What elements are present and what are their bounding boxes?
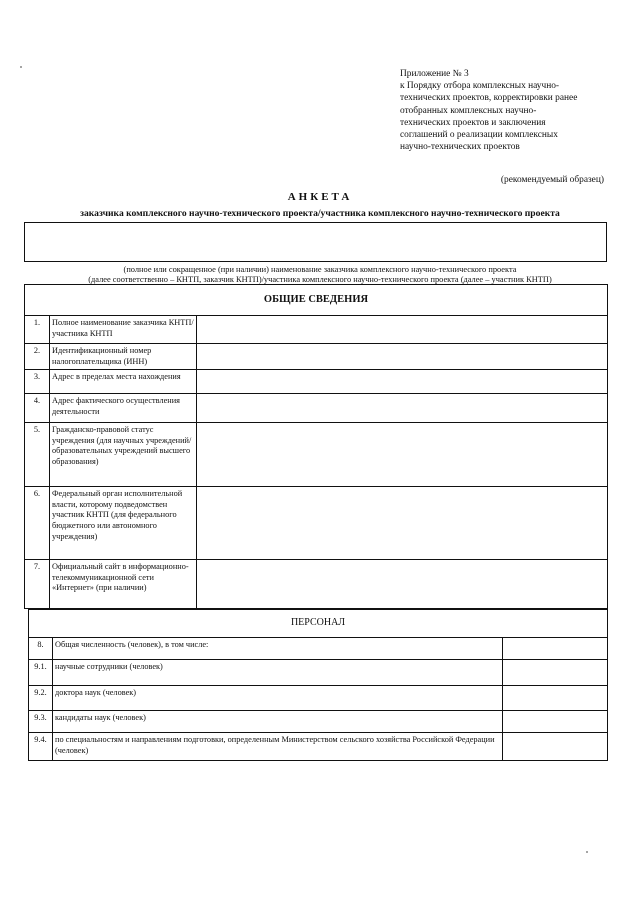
row-label: Гражданско-правовой статус учреждения (для научных учреждений/ образовательных учреждений высшего образования) <box>50 423 197 487</box>
document-subtitle: заказчика комплексного научно-технического проекта/участника комплексного научно-технического проекта <box>80 208 560 219</box>
row-value-field[interactable] <box>197 344 608 370</box>
row-label: Федеральный орган исполнительной власти, которому подведомствен участник КНТП (для федерального бюджетного или автономного учреждения) <box>50 487 197 560</box>
row-label: Официальный сайт в информационно-телекоммуникационной сети «Интернет» (при наличии) <box>50 560 197 609</box>
table-row <box>25 370 608 394</box>
row-number: 1. <box>25 316 50 344</box>
general-info-table <box>24 284 608 609</box>
row-label: Адрес в пределах места нахождения <box>50 370 197 394</box>
row-value-field[interactable] <box>503 638 608 660</box>
appendix-line: научно-технических проектов <box>400 142 520 153</box>
row-number: 4. <box>25 394 50 423</box>
name-caption-line1: (полное или сокращенное (при наличии) наименование заказчика комплексного научно-технического проекта <box>123 265 517 274</box>
row-number: 6. <box>25 487 50 560</box>
scan-speck <box>586 851 588 853</box>
row-number: 7. <box>25 560 50 609</box>
row-value-field[interactable] <box>197 316 608 344</box>
personnel-header: ПЕРСОНАЛ <box>29 610 608 638</box>
row-number: 9.4. <box>29 733 53 761</box>
row-value-field[interactable] <box>197 370 608 394</box>
row-label: кандидаты наук (человек) <box>53 711 503 733</box>
table-row <box>29 711 608 733</box>
personnel-table <box>28 609 608 761</box>
table-row <box>25 394 608 423</box>
table-row <box>25 344 608 370</box>
table-row <box>25 487 608 560</box>
appendix-block <box>400 68 610 153</box>
appendix-line: Приложение № 3 <box>400 69 469 79</box>
row-label: Полное наименование заказчика КНТП/участника КНТП <box>50 316 197 344</box>
row-number: 9.1. <box>29 660 53 686</box>
appendix-line: соглашений о реализации комплексных <box>400 130 558 141</box>
table-row <box>25 316 608 344</box>
row-number: 9.3. <box>29 711 53 733</box>
row-label: Общая численность (человек), в том числе: <box>53 638 503 660</box>
general-info-header: ОБЩИЕ СВЕДЕНИЯ <box>25 285 608 316</box>
row-value-field[interactable] <box>197 394 608 423</box>
row-label: Адрес фактического осуществления деятельности <box>50 394 197 423</box>
row-value-field[interactable] <box>197 423 608 487</box>
scan-speck <box>20 66 22 68</box>
row-value-field[interactable] <box>503 733 608 761</box>
row-value-field[interactable] <box>197 487 608 560</box>
row-number: 2. <box>25 344 50 370</box>
table-row <box>25 423 608 487</box>
table-row <box>29 686 608 711</box>
row-value-field[interactable] <box>503 660 608 686</box>
row-label: научные сотрудники (человек) <box>53 660 503 686</box>
appendix-line: технических проектов, корректировки ранее <box>400 93 578 104</box>
row-value-field[interactable] <box>503 686 608 711</box>
row-value-field[interactable] <box>197 560 608 609</box>
table-row <box>29 638 608 660</box>
appendix-line: к Порядку отбора комплексных научно- <box>400 81 560 92</box>
row-number: 8. <box>29 638 53 660</box>
row-value-field[interactable] <box>503 711 608 733</box>
row-label: доктора наук (человек) <box>53 686 503 711</box>
document-title: АНКЕТА <box>287 191 353 203</box>
row-number: 5. <box>25 423 50 487</box>
row-number: 9.2. <box>29 686 53 711</box>
organization-name-field[interactable] <box>24 222 607 262</box>
table-row <box>29 660 608 686</box>
table-row <box>29 733 608 761</box>
row-label: по специальностям и направлениям подготовки, определенным Министерством сельского хозяйства Российской Федерации (человек) <box>53 733 503 761</box>
name-caption-line2: (далее соответственно – КНТП, заказчик КНТП)/участника комплексного научно-технического проекта (далее – участник КНТП) <box>88 275 552 284</box>
row-number: 3. <box>25 370 50 394</box>
table-row <box>25 560 608 609</box>
sample-note: (рекомендуемый образец) <box>500 175 604 185</box>
row-label: Идентификационный номер налогоплательщика (ИНН) <box>50 344 197 370</box>
appendix-line: отобранных комплексных научно- <box>400 105 537 116</box>
appendix-line: технических проектов и заключения <box>400 117 546 128</box>
